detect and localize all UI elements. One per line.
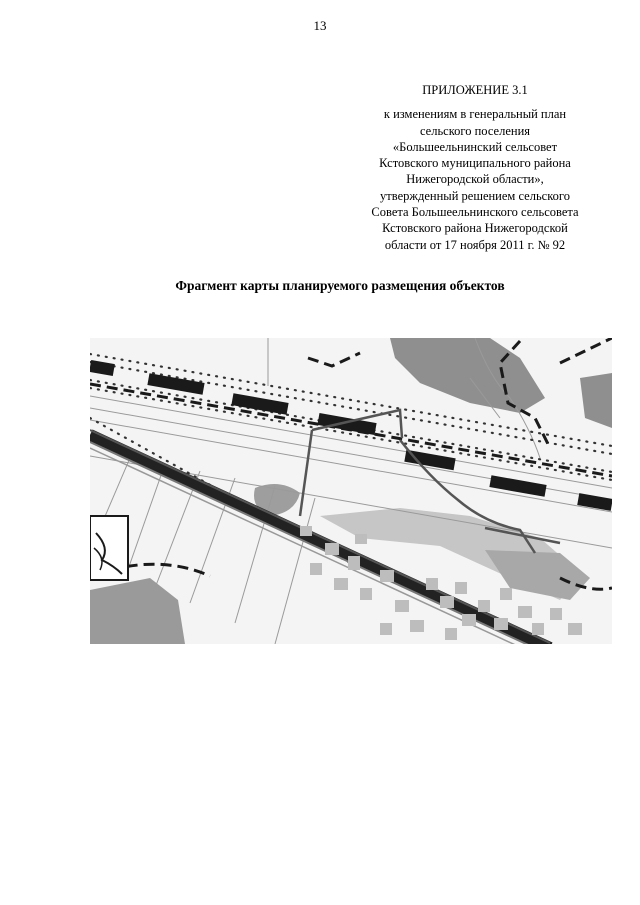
inset-frame	[90, 516, 128, 580]
document-title: Фрагмент карты планируемого размещения объектов	[175, 278, 505, 293]
appendix-block	[340, 82, 610, 253]
map-svg	[90, 338, 612, 644]
appendix-line: Кстовского района Нижегородской	[382, 221, 568, 236]
appendix-heading: ПРИЛОЖЕНИЕ 3.1	[422, 83, 528, 97]
page-number: 13	[313, 18, 327, 33]
appendix-line: утвержденный решением сельского	[380, 188, 570, 203]
appendix-line: к изменениям в генеральный план	[383, 107, 567, 122]
appendix-line: сельского поселения	[419, 123, 531, 138]
appendix-line: области от 17 ноября 2011 г. № 92	[384, 237, 566, 252]
map-fragment	[90, 338, 612, 644]
appendix-line: Нижегородской области»,	[406, 172, 544, 187]
appendix-line: «Большеельнинский сельсовет	[392, 139, 558, 154]
appendix-line: Совета Большеельнинского сельсовета	[371, 205, 579, 220]
appendix-line: Кстовского муниципального района	[379, 156, 571, 171]
